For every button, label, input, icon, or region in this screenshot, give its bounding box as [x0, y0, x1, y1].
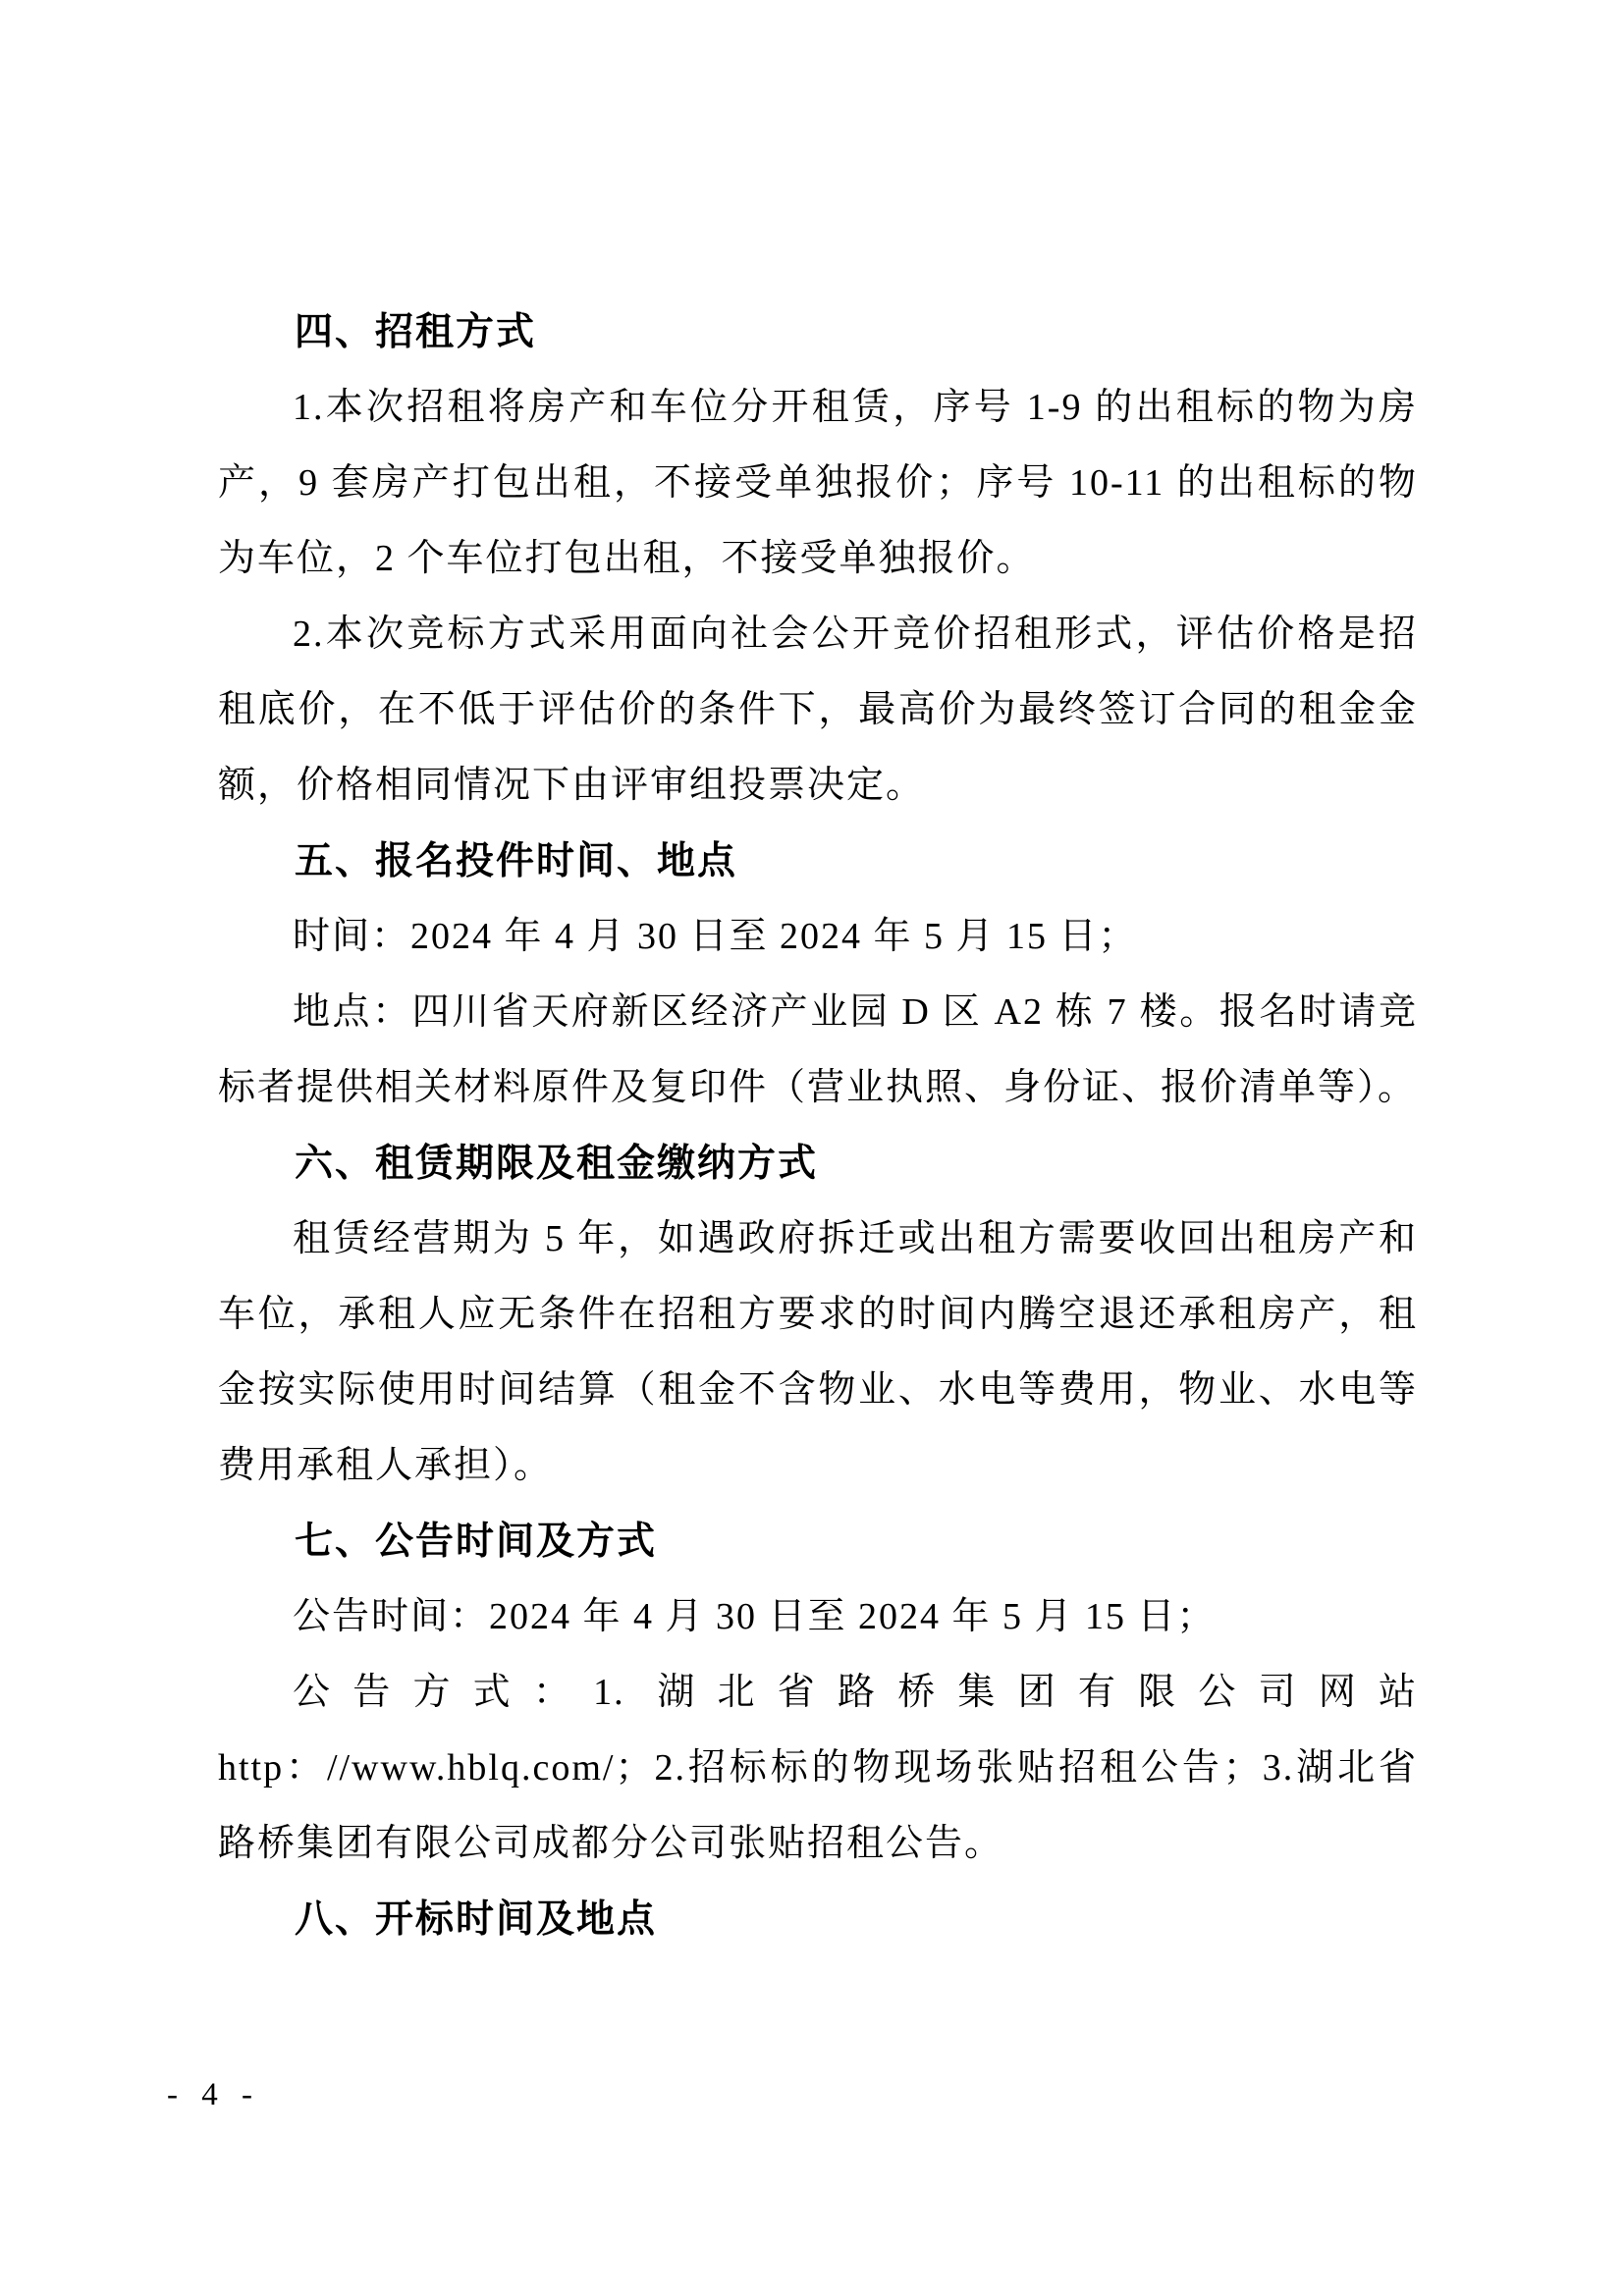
heading-section-5-signup-time-place: 五、报名投件时间、地点 — [295, 840, 738, 882]
paragraph-signup-time: 时间：2024 年 4 月 30 日至 2024 年 5 月 15 日； — [293, 916, 1138, 957]
paragraph-rental-split: 1.本次招租将房产和车位分开租赁，序号 1-9 的出租标的物为房产，9 套房产打包出租，不接受单独报价；序号 10-11 的出租标的物为车位，2 个车位打包出租，不接受单独报价。 — [218, 387, 1418, 579]
paragraph-announcement-method: 公告方式：1. 湖北省路桥集团有限公司网站 http：//www.hblq.com/；2.招标标的物现场张贴招租公告；3.湖北省路桥集团有限公司成都分公司张贴招租公告。 — [218, 1672, 1418, 1864]
heading-section-7-announcement-time-method: 七、公告时间及方式 — [295, 1521, 658, 1563]
page-number: - 4 - — [167, 2077, 260, 2112]
heading-section-6-lease-term-payment: 六、租赁期限及租金缴纳方式 — [295, 1143, 819, 1185]
paragraph-lease-term: 租赁经营期为 5 年，如遇政府拆迁或出租方需要收回出租房产和车位，承租人应无条件在招租方要求的时间内腾空退还承租房产，租金按实际使用时间结算（租金不含物业、水电等费用，物业、水电等费用承租人承担）。 — [218, 1218, 1418, 1486]
heading-section-4-rental-method: 四、招租方式 — [295, 311, 537, 353]
paragraph-bidding-method: 2.本次竞标方式采用面向社会公开竞价招租形式，评估价格是招租底价，在不低于评估价的条件下，最高价为最终签订合同的租金金额，价格相同情况下由评审组投票决定。 — [218, 614, 1418, 806]
paragraph-announcement-time: 公告时间：2024 年 4 月 30 日至 2024 年 5 月 15 日； — [293, 1596, 1217, 1637]
document-body — [218, 294, 1418, 1957]
heading-section-8-bid-opening: 八、开标时间及地点 — [295, 1898, 658, 1941]
paragraph-signup-location: 地点：四川省天府新区经济产业园 D 区 A2 栋 7 楼。报名时请竞标者提供相关材料原件及复印件（营业执照、身份证、报价清单等）。 — [218, 991, 1418, 1108]
